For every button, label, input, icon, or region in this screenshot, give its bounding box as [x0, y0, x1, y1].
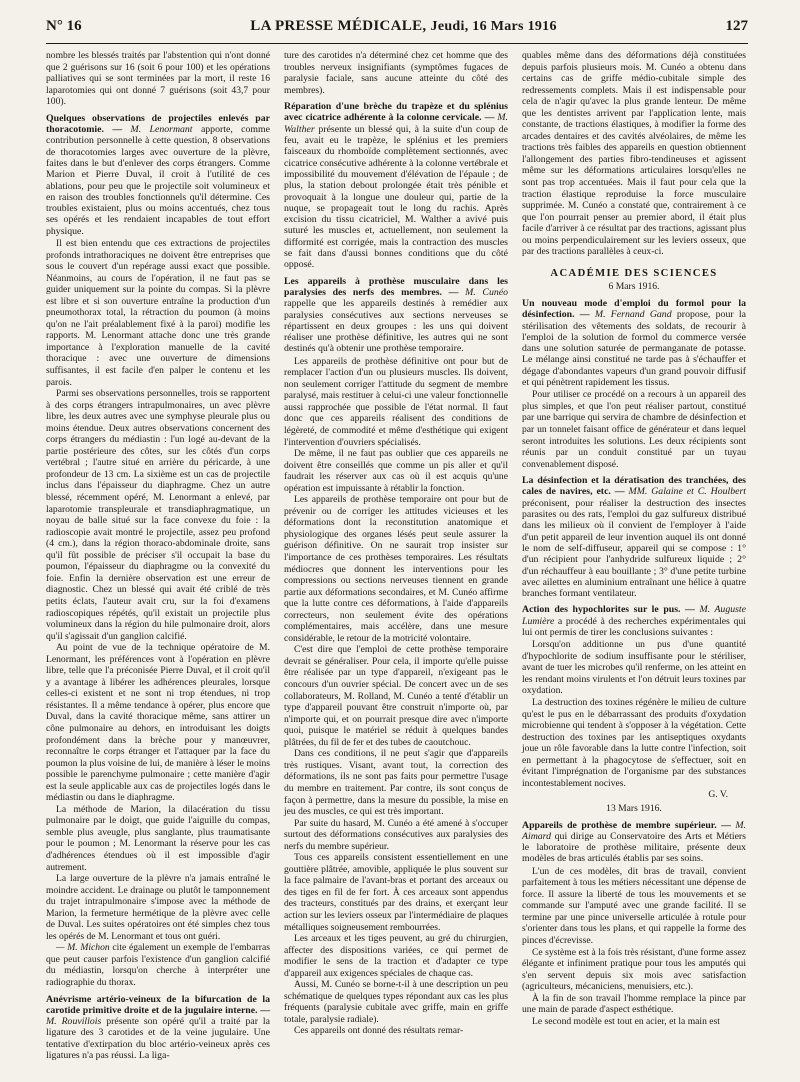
- heading-title: La désinfection et la dératisation des tranchées, des cales de navires, etc. —: [522, 475, 746, 498]
- heading-text: apporte, comme contribution personnelle à cette question, 8 observations de thoracotomies larges avec ouverture de la plèvre, faites dans le but d'enlever des corps étrangers. Comme Marion et Pierre Duval, il croit à l'utilité de ces ablations, pour peu que le projectile soit volumineux et en raison des troubles fonctionnels qu'il détermine. Ces troubles existaient, plus ou moins accentués, chez tous ses opérés et les rendaient incapables de tout effort physique.: [46, 124, 270, 237]
- heading-text: qui dirige au Conservatoire des Arts et Métiers le laboratoire de prothèse militaire, présente deux modèles de bras articulés établis par ses soins.: [522, 830, 746, 865]
- heading-title: Les appareils à prothèse musculaire dans les paralysies des nerfs des membres. —: [284, 275, 508, 298]
- heading-text: rappelle que les appareils destinés à remédier aux paralysies consécutives aux sections nerveuses se répartissent en deux groupes : les uns qui doivent réaliser une prothèse définitive, les autres qui ne sont destinés qu'à obtenir une prothèse temporaire.: [284, 298, 508, 355]
- paragraph: nombre les blessés traités par l'abstention qui n'ont donné que 2 guérisons sur 16 (soit 6 pour 100) et les opérations palliatives qui se sont terminées par la mort, il reste 16 laparotomies qui ont donné 7 guérisons (soit 43,7 pour 100).: [46, 50, 270, 108]
- paragraph: Tous ces appareils consistent essentiellement en une gouttière plâtrée, amovible, appliquée le plus souvent sur la face palmaire de l'avant-bras et portant des arceaux ou des tiges en fil de fer fort. À ces arceaux sont appendus des tracteurs, constitués par des drains, et exerçant leur action sur les leviers osseux par l'intermédiaire de plaques métalliques soigneusement rembourrées.: [284, 852, 508, 933]
- page-header: [46, 18, 748, 44]
- paragraph: Parmi ses observations personnelles, trois se rapportent à des corps étrangers intrapulmonaires, un avec plèvre libre, les deux autres avec une symphyse pleurale plus ou moins étendue. Deux autres observations concernent des corps étrangers du médiastin : l'un logé au-devant de la partie postérieure des côtes, sur les côtés d'un corps vertébral ; l'autre situé en arrière du péricarde, à une profondeur de 13 cm. La sixième est un cas de projectile inclus dans l'épaisseur du diaphragme. Chez un autre blessé, récemment opéré, M. Lenormant a enlevé, par laparotomie transpleurale et transdiaphragmatique, un noyau de balle situé sur la face convexe du foie : la radioscopie avait montré le projectile, assez peu profond (4 cm.), dans la région thoraco-abdominale droite, sans qu'il fût possible de préciser s'il occupait la base du poumon, l'épaisseur du diaphragme ou la convexité du foie. Enfin la dernière observation est une erreur de diagnostic. Chez un blessé qui avait été criblé de très petits éclats, l'auteur avait cru, sur la foi d'examens radioscopiques répétés, qu'il existait un projectile plus volumineux dans la région du hile pulmonaire droit, alors qu'il s'agissait d'un ganglion calcifié.: [46, 388, 270, 642]
- paragraph-author: — M. Michon: [56, 942, 110, 954]
- signature: G. V.: [708, 789, 728, 801]
- paragraph: Le second modèle est tout en acier, et la main est: [532, 1015, 720, 1027]
- issue-date: Jeudi, 16 Mars 1916: [430, 19, 557, 34]
- heading-author: M. Aimard: [522, 819, 746, 842]
- heading-text: a procédé à des recherches expérimentales qui lui ont permis de tirer les conclusions suivantes :: [522, 615, 746, 638]
- section-heading: [522, 820, 746, 865]
- paragraph: La large ouverture de la plèvre n'a jamais entraîné le moindre accident. Le drainage ou plutôt le tamponnement du trajet intrapulmonaire s'impose avec la méthode de Marion, la fermeture hermétique de la plèvre avec celle de Duval. Les suites opératoires ont été simples chez tous les opérés de M. Lenormant et tous ont guéri.: [46, 873, 270, 942]
- heading-author: M. Rouvillois: [46, 1016, 102, 1028]
- heading-author: M. Lenormant: [130, 124, 193, 136]
- paragraph: ture des carotides n'a déterminé chez cet homme que des troubles nerveux insignifiants (symptômes fugaces de paralysie faciale, sans aucune atteinte du côté des membres).: [284, 50, 508, 96]
- heading-title: Anévrisme artério-veineux de la bifurcation de la carotide primitive droite et de la jugulaire interne. —: [46, 993, 270, 1016]
- section-heading: [46, 113, 270, 237]
- paragraph: Lorsqu'on additionne un pus d'une quantité d'hypochlorite de sodium insuffisante pour le stériliser, avant de tuer les microbes qu'il renferme, on les atteint en les rendant moins virulents et l'on détruit leurs toxines par oxydation.: [522, 639, 746, 697]
- column-3: [522, 50, 746, 1062]
- paragraph: Ces appareils ont donné des résultats remar-: [294, 1025, 464, 1037]
- paragraph: Au point de vue de la technique opératoire de M. Lenormant, les préférences vont à l'opération en plèvre libre, telle que l'a préconisée Pierre Duval, et il croit qu'il y a avantage à libérer les adhérences pleurales, lorsque celles-ci existent et ne sont ni trop étendues, ni trop résistantes. Il a même tendance à opérer, plus encore que Duval, dans la cavité thoracique même, sans attirer un cône pulmonaire au dehors, en introduisant les doigts profondément dans la brèche pour y manœuvrer, reconnaître le corps étranger et l'attaquer par la face du poumon la plus voisine de lui, de manière à léser le moins possible le parenchyme pulmonaire ; cette manière d'agir est la seule applicable aux cas de projectiles logés dans le médiastin ou dans le diaphragme.: [46, 642, 270, 804]
- section-heading: [46, 994, 270, 1062]
- paragraph: Les appareils de prothèse temporaire ont pour but de prévenir ou de corriger les attitudes vicieuses et les déformations dont la reconstitution anatomique et physiologique des organes lésés peut seule assurer la guérison définitive. On ne saurait trop insister sur l'importance de ces prothèses temporaires. Les résultats médiocres que donnent les interventions pour les compressions ou sections nerveuses tiennent en grande partie aux déformations secondaires, et M. Cunéo affirme que la lutte contre ces déformations, à l'aide d'appareils correcteurs, non seulement évite des opérations complémentaires, mais accélère, dans une mesure considérable, le retour de la motricité volontaire.: [284, 494, 508, 644]
- section-heading: [522, 298, 746, 388]
- heading-text: présente son opéré qu'il a traité par la ligature des 3 carotides et de la veine jugulaire. Une tentative d'extirpation du bloc artério-veineux après ces ligatures n'a pas réussi. La liga-: [46, 1016, 270, 1062]
- paragraph-text: cite également un exemple de l'embarras que peut causer parfois l'existence d'un ganglion calcifié du médiastin, lorsqu'on cherche à interpréter une radiographie du thorax.: [46, 942, 270, 988]
- heading-author: M. Cunéo: [465, 286, 509, 298]
- heading-title: Appareils de prothèse de membre supérieur. —: [522, 819, 731, 831]
- paragraph: Il est bien entendu que ces extractions de projectiles profonds intrathoraciques ne doivent être entreprises que sous le couvert d'un repérage aussi exact que possible. Néanmoins, au cours de l'opération, il ne faut pas se guider uniquement sur la pointe du compas. Si la plèvre est libre et si son ouverture entraîne la production d'un pneumothorax total, la rétraction du poumon (à moins qu'on ne l'ait préalablement fixé à la paroi) modifie les rapports. M. Lenormant attache donc une très grande importance à l'exploration manuelle de la cavité thoracique : avec une ouverture de dimensions suffisantes, il est facile d'en palper le contenu et les parois.: [46, 238, 270, 388]
- paragraph: Dans ces conditions, il ne peut s'agir que d'appareils très rustiques. Visant, avant tout, la correction des déformations, ils ne sont pas faits pour permettre l'usage du membre en traitement. Par contre, ils sont conçus de façon à permettre, dans la mesure du possible, la mise en jeu des muscles, ce qui est très important.: [284, 748, 508, 818]
- paragraph: Ce système est à la fois très résistant, d'une forme assez élégante et infiniment pratique pour tous les amputés qui s'en servent depuis six mois avec satisfaction (agriculteurs, mécaniciens, menuisiers, etc.).: [522, 946, 746, 993]
- heading-text: préconisent, pour réaliser la destruction des insectes parasites ou des rats, l'emploi du gaz sulfureux distribué dans les milieux où il convient de l'employer à l'aide d'un petit appareil de leur invention auquel ils ont donné le nom de self-diffuseur, appareil qui se compose : 1° d'un récipient pour l'anhydride sulfureux liquide ; 2° d'un réchauffeur à eau bouillante ; 3° d'une petite turbine avec ailettes en aluminium entraînant une hélice à quatre branches formant ventilateur.: [522, 497, 746, 600]
- journal-title-line: [250, 18, 557, 35]
- session-date: 13 Mars 1916.: [606, 802, 662, 814]
- column-2: [284, 50, 508, 1062]
- heading-text: propose, pour la stérilisation des vêtements des soldats, de recourir à l'emploi de la solution de formol du commerce versée dans une solution saturée de permanganate de potasse. Le mélange ainsi constitué ne tarde pas à s'échauffer et dégage d'abondantes vapeurs d'un grand pouvoir diffusif et qui pénètrent rapidement les tissus.: [522, 309, 746, 389]
- heading-title: Quelques observations de projectiles enlevés par thoracotomie. —: [46, 112, 270, 136]
- heading-title: Un nouveau mode d'emploi du formol pour la désinfection. —: [522, 297, 746, 321]
- heading-author: M. Walther: [284, 112, 508, 135]
- section-heading: [284, 276, 508, 355]
- paragraph: C'est dire que l'emploi de cette prothèse temporaire devrait se généraliser. Pour cela, il importe qu'elle puisse être réalisée par un type d'appareil, n'exigeant pas le concours d'un ouvrier spécial. De concert avec un de ses collaborateurs, M. Rolland, M. Cunéo a tenté d'établir un type d'appareil pouvant être construit n'importe où, par n'importe qui, et on pourrait presque dire avec n'importe quoi, puisque le matériel se réduit à quelques bandes plâtrées, du fil de fer et des tubes de caoutchouc.: [284, 644, 508, 748]
- paragraph: La méthode de Marion, la dilacération du tissu pulmonaire par le doigt, que guide l'aiguille du compas, semble plus aveugle, plus sanglante, plus traumatisante pour le poumon ; M. Lenormant la réserve pour les cas d'adhérences étendues où il est impossible d'agir autrement.: [46, 803, 270, 873]
- issue-number: N° 16: [46, 18, 82, 34]
- paragraph: quables même dans des déformations déjà constituées depuis parfois plusieurs mois. M. Cunéo a obtenu dans certains cas de griffe médio-cubitale simple des redressements complets. Mais il est indispensable pour cela de n'agir qu'avec la plus grande lenteur. De même que les dentistes arrivent par l'application lente, mais constante, de tractions élastiques, à modifier la forme des arcades dentaires et des cavités alvéolaires, de même les tractions très faibles des appareils en question obtiennent l'allongement des parties fibro-tendineuses et agissent même sur les déformations articulaires lorsqu'elles ne sont pas trop accentuées. Mais il faut pour cela que la traction élastique reproduise la force musculaire supprimée. M. Cunéo a constaté que, contrairement à ce que l'on pourrait penser au premier abord, il était plus facile d'arriver à ce résultat par des tractions, agissant plus ou moins perpendiculairement sur les leviers osseux, que par des tractions parallèles à ceux-ci.: [522, 50, 746, 258]
- paragraph: Les appareils de prothèse définitive ont pour but de remplacer l'action d'un ou plusieurs muscles. Ils doivent, non seulement corriger l'attitude du segment de membre paralysé, mais restituer à celui-ci une valeur fonctionnelle aussi rapprochée que possible de l'état normal. Il faut donc que ces appareils réalisent des conditions de légèreté, de commodité et même d'esthétique qui exigent l'intervention d'ouvriers spécialisés.: [284, 355, 508, 448]
- academy-section-title: ACADÉMIE DES SCIENCES: [550, 267, 718, 279]
- paragraph: Les arceaux et les tiges peuvent, au gré du chirurgien, affecter des dispositions variées, ce qui permet de modifier le sens de la traction et d'adapter ce type d'appareil aux exigences spéciales de chaque cas.: [284, 933, 508, 979]
- paragraph: Par suite du hasard, M. Cunéo a été amené à s'occuper surtout des déformations consécutives aux paralysies des nerfs du membre supérieur.: [284, 817, 508, 852]
- section-heading: [522, 475, 746, 599]
- paragraph: L'un de ces modèles, dit bras de travail, convient parfaitement à tous les métiers nécessitant une dépense de force. Il assure la liberté de tous les mouvements et se commande sur l'amputé avec une grande facilité. Il se termine par une pince universelle articulée à rotule pour s'orienter dans tous les plans, et qui rappelle la forme des pinces d'écrevisse.: [522, 865, 746, 946]
- session-date: 6 Mars 1916.: [608, 281, 660, 293]
- journal-title: LA PRESSE MÉDICALE,: [250, 18, 427, 34]
- heading-text: présente un blessé qui, à la suite d'un coup de feu, avait eu le trapèze, le splénius et les premiers faisceaux du rhomboïde complètement sectionnés, avec cicatrice consécutive adhérente à la colonne vertébrale et impossibilité du mouvement d'élévation de l'épaule ; de plus, la station debout prolongée était très pénible et provoquait à la longue une douleur qui, partie de la nuque, se propageait tout le long du rachis. Après excision du tissu cicatriciel, M. Walther a avivé puis suturé les muscles et, actuellement, non seulement la difformité est corrigée, mais la contraction des muscles se fait dans d'aussi bonnes conditions que du côté opposé.: [284, 123, 508, 271]
- paragraph: À la fin de son travail l'homme remplace la pince par une main de parade d'aspect esthétique.: [522, 992, 746, 1016]
- text-columns: [46, 50, 748, 1062]
- heading-author: M. Fernand Gand: [594, 309, 672, 321]
- paragraph: [46, 942, 270, 988]
- page-number: 127: [725, 18, 748, 34]
- section-heading: [522, 604, 746, 638]
- paragraph: Aussi, M. Cunéo se borne-t-il à une description un peu schématique de quelques types répondant aux cas les plus fréquents (paralysie cubitale avec griffe, main en griffe totale, paralysie radiale).: [284, 979, 508, 1025]
- heading-author: M. Auguste Lumière: [522, 604, 747, 627]
- heading-author: MM. Galaine et C. Houlbert: [628, 486, 747, 498]
- column-1: [46, 50, 270, 1062]
- paragraph: De même, il ne faut pas oublier que ces appareils ne doivent être conseillés que comme un pis aller et qu'il faudrait les réserver aux cas où il est acquis qu'une opération est impuissante à rétablir la fonction.: [284, 448, 508, 494]
- section-heading: [284, 101, 508, 270]
- heading-title: Action des hypochlorites sur le pus. —: [522, 604, 695, 616]
- paragraph: Pour utiliser ce procédé on a recours à un appareil des plus simples, et que l'on peut réaliser partout, constitué par une barrique qui servira de chambre de désinfection et par un tonnelet faisant office de générateur et dans lequel seront introduites les solutions. Les deux récipients sont réunis par un conduit constitué par un tuyau convenablement disposé.: [522, 389, 746, 470]
- paragraph: La destruction des toxines régénère le milieu de culture qu'est le pus en le débarrassant des produits d'oxydation microbienne qui tendent à s'opposer à la végétation. Cette destruction des toxines par les antiseptiques oxydants joue un rôle favorable dans la lutte contre l'infection, soit en permettant à la phagocytose de s'effectuer, soit en évitant l'imprégnation de l'organisme par des substances incontestablement nocives.: [522, 697, 746, 789]
- heading-title: Réparation d'une brèche du trapèze et du splénius avec cicatrice adhérente à la colonne cervicale. —: [284, 101, 508, 124]
